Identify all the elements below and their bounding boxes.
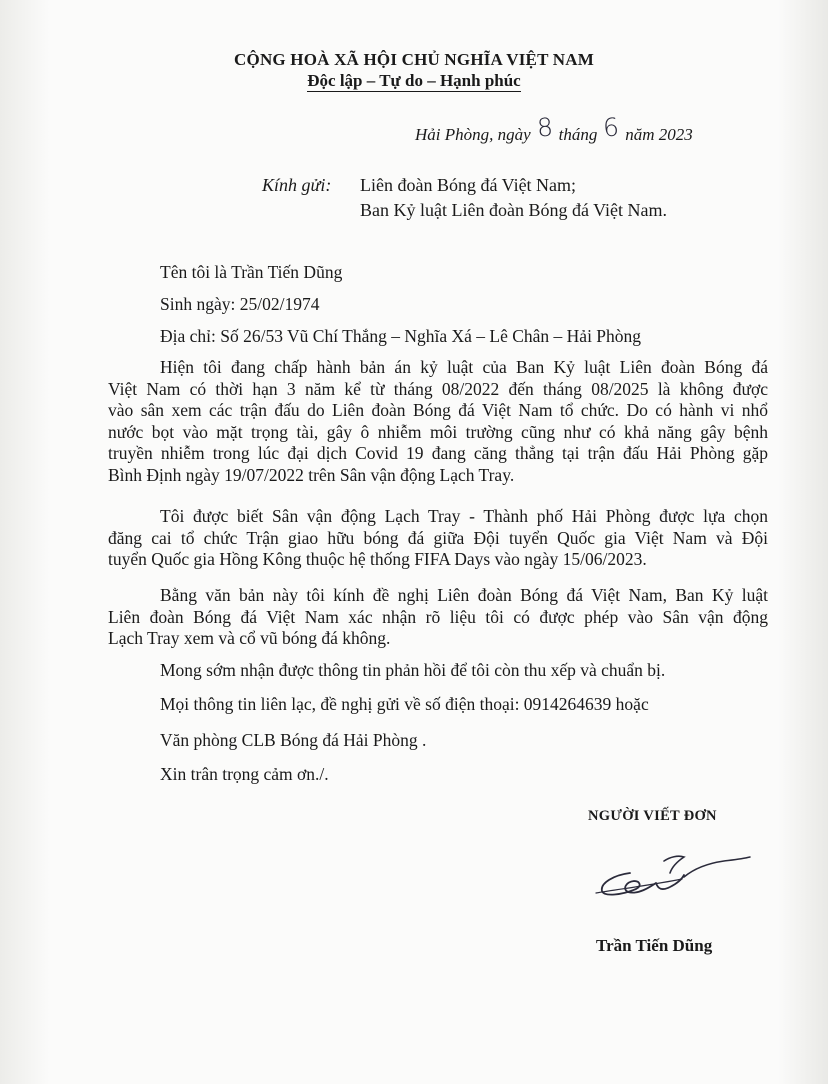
paragraph-2-line: tuyển Quốc gia Hồng Kông thuộc hệ thống FIFA Days vào ngày 15/06/2023. [108, 549, 647, 569]
closing-line-4: Xin trân trọng cảm ơn./. [160, 764, 329, 784]
paragraph-1-line: Bình Định ngày 19/07/2022 trên Sân vận động Lạch Tray. [108, 464, 515, 485]
sender-dob-line: Sinh ngày: 25/02/1974 [160, 294, 320, 314]
paragraph-1-line: nước bọt vào mặt trọng tài, gây ô nhiễm môi trường cũng như có khả năng gây bệnh [108, 421, 768, 442]
date-year: năm 2023 [625, 125, 693, 144]
recipient-line-2: Ban Kỷ luật Liên đoàn Bóng đá Việt Nam. [360, 200, 668, 220]
national-motto [0, 71, 828, 91]
paragraph-1 [108, 357, 768, 486]
signature-title: NGƯỜI VIẾT ĐƠN [588, 808, 717, 824]
closing-line-2: Mọi thông tin liên lạc, đề nghị gửi về số điện thoại: 0914264639 hoặc [160, 694, 649, 714]
paragraph-2-line: Tôi được biết Sân vận động Lạch Tray - Thành phố Hải Phòng được lựa chọn [160, 506, 768, 526]
handwritten-signature [592, 845, 762, 915]
signer-name: Trần Tiến Dũng [596, 936, 713, 955]
paragraph-3-line: Liên đoàn Bóng đá Việt Nam xác nhận rõ liệu tôi có được phép vào Sân vận động [108, 606, 768, 627]
date-month-label: tháng [558, 125, 598, 144]
date-day-handwritten: 8 [535, 112, 554, 143]
paragraph-3-line: Lạch Tray xem và cổ vũ bóng đá không. [108, 628, 391, 648]
sender-address-line: Địa chỉ: Số 26/53 Vũ Chí Thắng – Nghĩa Xá – Lê Chân – Hải Phòng [160, 326, 642, 346]
closing-line-1: Mong sớm nhận được thông tin phản hồi để tôi còn thu xếp và chuẩn bị. [160, 660, 666, 680]
paragraph-2 [108, 506, 768, 571]
paragraph-1-line: Hiện tôi đang chấp hành bản án kỷ luật của Ban Kỷ luật Liên đoàn Bóng đá [160, 357, 768, 377]
date-month-handwritten: 6 [602, 112, 621, 143]
paragraph-1-line: truyền nhiễm trong lúc đại dịch Covid 19 đang căng thẳng tại trận đấu Hải Phòng gặp [108, 443, 768, 463]
paragraph-3-line: Bằng văn bản này tôi kính đề nghị Liên đoàn Bóng đá Việt Nam, Ban Kỷ luật [160, 585, 768, 605]
paragraph-3 [108, 585, 768, 650]
national-title: CỘNG HOÀ XÃ HỘI CHỦ NGHĨA VIỆT NAM [234, 50, 594, 69]
date-prefix: Hải Phòng, ngày [415, 125, 531, 144]
date-line [415, 112, 693, 146]
recipient-label: Kính gửi: [262, 175, 332, 195]
recipient-line-1: Liên đoàn Bóng đá Việt Nam; [360, 175, 577, 195]
closing-line-3: Văn phòng CLB Bóng đá Hải Phòng . [160, 730, 427, 750]
sender-name-line: Tên tôi là Trần Tiến Dũng [160, 262, 343, 282]
paragraph-1-line: Việt Nam có thời hạn 3 năm kể từ tháng 08/2022 đến tháng 08/2025 là không được [108, 378, 768, 399]
motto-text: Độc lập – Tự do – Hạnh phúc [307, 71, 521, 90]
paragraph-1-line: vào sân xem các trận đấu do Liên đoàn Bóng đá Việt Nam tổ chức. Do có hành vi nhổ [108, 400, 768, 420]
paragraph-2-line: đăng cai tổ chức Trận giao hữu bóng đá giữa Đội tuyển Quốc gia Việt Nam và Đội [108, 527, 768, 548]
